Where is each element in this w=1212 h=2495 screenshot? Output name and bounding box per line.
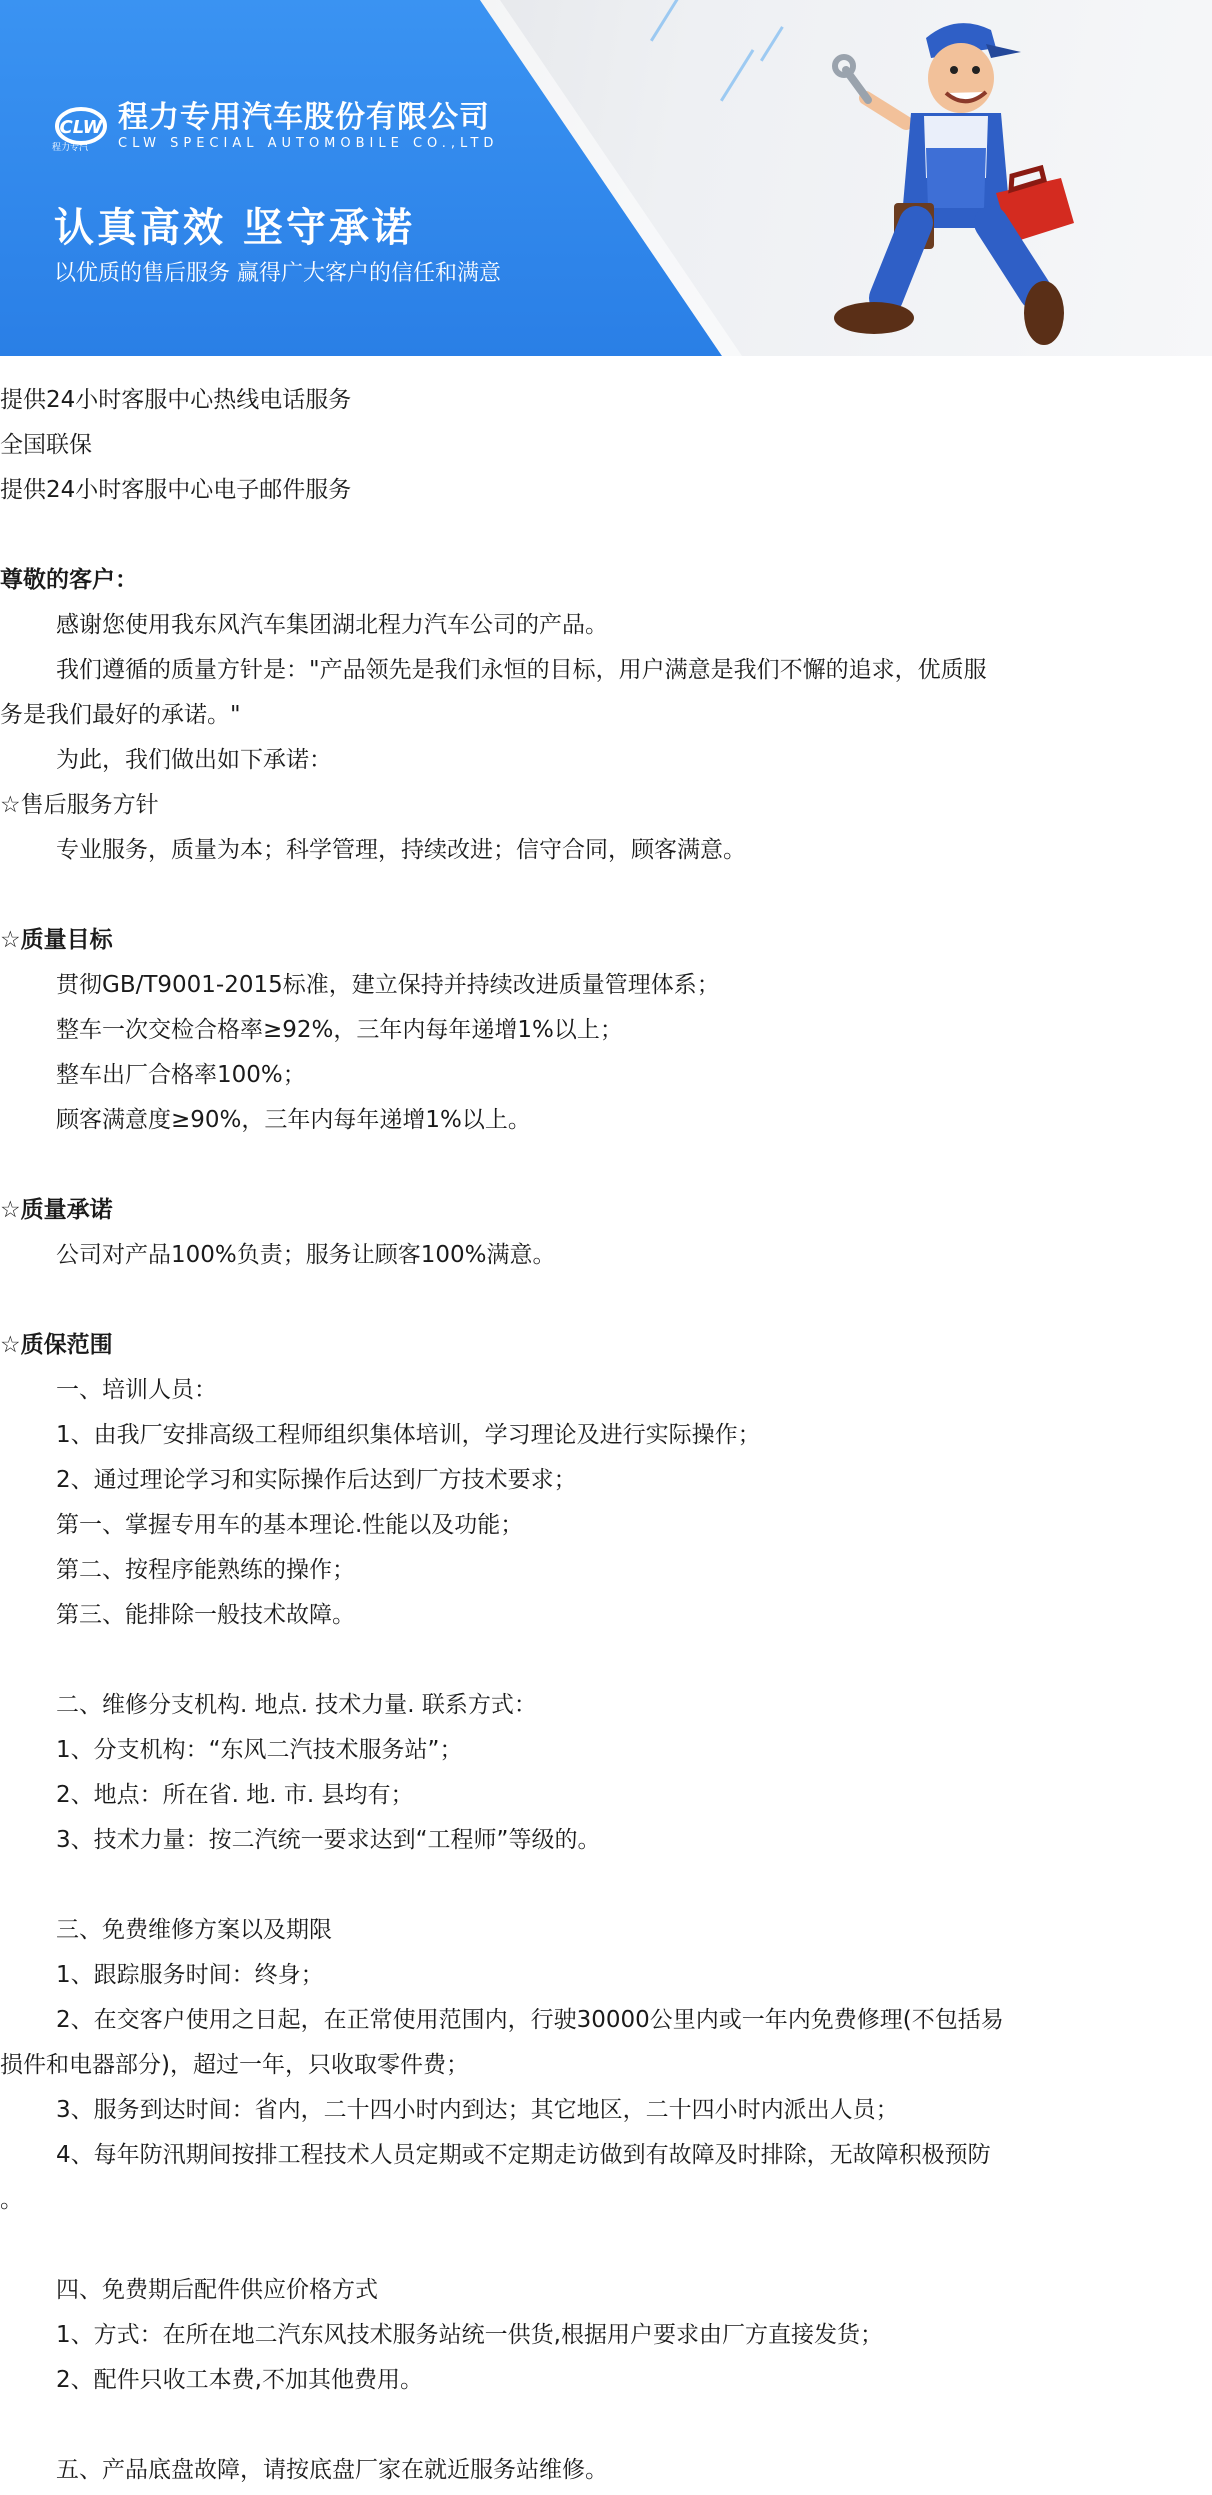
free-repair-item-cont: 。 [0,2187,23,2213]
free-repair-item: 4、每年防汛期间按排工程技术人员定期或不定期走访做到有故障及时排除，无故障积极预防 [56,2142,991,2168]
policy-text-line2: 务是我们最好的承诺。" [0,702,241,728]
training-item: 第一、掌握专用车的基本理论.性能以及功能； [56,1512,524,1538]
banner-decor-line [720,49,754,101]
quality-goal-item: 顾客满意度≥90%，三年内每年递增1%以上。 [56,1107,531,1133]
warranty-heading: ☆质保范围 [0,1332,113,1358]
branches-item: 3、技术力量：按二汽统一要求达到“工程师”等级的。 [56,1827,601,1853]
branches-item: 2、地点：所在省. 地. 市. 县均有； [56,1782,414,1808]
intro-line: 提供24小时客服中心热线电话服务 [0,387,352,413]
svg-text:CLW: CLW [59,117,103,138]
mechanic-mascot-icon [806,8,1086,353]
branches-item: 1、分支机构：“东风二汽技术服务站”； [56,1737,463,1763]
spacer [0,513,1204,558]
quality-promise-text: 公司对产品100%负责；服务让顾客100%满意。 [56,1242,556,1268]
logo-small-text: 程力专汽 [52,143,89,153]
quality-goal-item: 整车出厂合格率100%； [56,1062,306,1088]
branches-title: 二、维修分支机构. 地点. 技术力量. 联系方式： [56,1692,537,1718]
parts-item: 1、方式：在所在地二汽东风技术服务站统一供货,根据用户要求由厂方直接发货； [56,2322,883,2348]
free-repair-item: 1、跟踪服务时间：终身； [56,1962,324,1988]
chassis-title: 五、产品底盘故障，请按底盘厂家在就近服务站维修。 [56,2457,608,2483]
spacer [0,2223,1204,2268]
quality-goal-item: 整车一次交检合格率≥92%，三年内每年递增1%以上； [56,1017,623,1043]
after-sales-heading: ☆售后服务方针 [0,792,159,818]
greeting-heading: 尊敬的客户： [0,567,138,593]
training-item: 2、通过理论学习和实际操作后达到厂方技术要求； [56,1467,577,1493]
policy-text-line1: 我们遵循的质量方针是："产品领先是我们永恒的目标，用户满意是我们不懈的追求，优质服 [56,657,987,683]
header-banner [0,0,1212,356]
promise-intro-text: 为此，我们做出如下承诺： [56,747,332,773]
company-logo [54,96,498,156]
spacer [0,1863,1204,1908]
training-title: 一、培训人员： [56,1377,217,1403]
intro-line: 全国联保 [0,432,92,458]
intro-line: 提供24小时客服中心电子邮件服务 [0,477,352,503]
spacer [0,873,1204,918]
spacer [0,2403,1204,2448]
spacer [0,1143,1204,1188]
banner-decor-line [650,0,690,42]
spacer [0,1638,1204,1683]
parts-title: 四、免费期后配件供应价格方式 [56,2277,378,2303]
spacer [0,1278,1204,1323]
free-repair-title: 三、免费维修方案以及期限 [56,1917,332,1943]
quality-goal-item: 贯彻GB/T9001-2015标准，建立保持并持续改进质量管理体系； [56,972,720,998]
after-sales-text: 专业服务，质量为本；科学管理，持续改进；信守合同，顾客满意。 [56,837,746,863]
thanks-text: 感谢您使用我东风汽车集团湖北程力汽车公司的产品。 [56,612,608,638]
banner-slogan: 认真高效 坚守承诺 [54,205,415,251]
banner-subslogan: 以优质的售后服务 赢得广大客户的信任和满意 [54,261,501,286]
banner-decor-line [760,26,784,62]
training-item: 1、由我厂安排高级工程师组织集体培训，学习理论及进行实际操作； [56,1422,761,1448]
company-name: 程力专用汽车股份有限公司 [118,100,490,135]
training-item: 第三、能排除一般技术故障。 [56,1602,355,1628]
free-repair-item: 3、服务到达时间：省内，二十四小时内到达；其它地区，二十四小时内派出人员； [56,2097,899,2123]
training-item: 第二、按程序能熟练的操作； [56,1557,355,1583]
company-english-name: CLW SPECIAL AUTOMOBILE CO.,LTD [118,136,499,151]
free-repair-item-cont: 损件和电器部分)，超过一年，只收取零件费； [0,2052,469,2078]
free-repair-item: 2、在交客户使用之日起，在正常使用范围内，行驶30000公里内或一年内免费修理(不包括易 [56,2007,1004,2033]
parts-item: 2、配件只收工本费,不加其他费用。 [56,2367,423,2393]
quality-goal-heading: ☆质量目标 [0,927,113,953]
quality-promise-heading: ☆质量承诺 [0,1197,113,1223]
service-content [0,378,1204,2493]
